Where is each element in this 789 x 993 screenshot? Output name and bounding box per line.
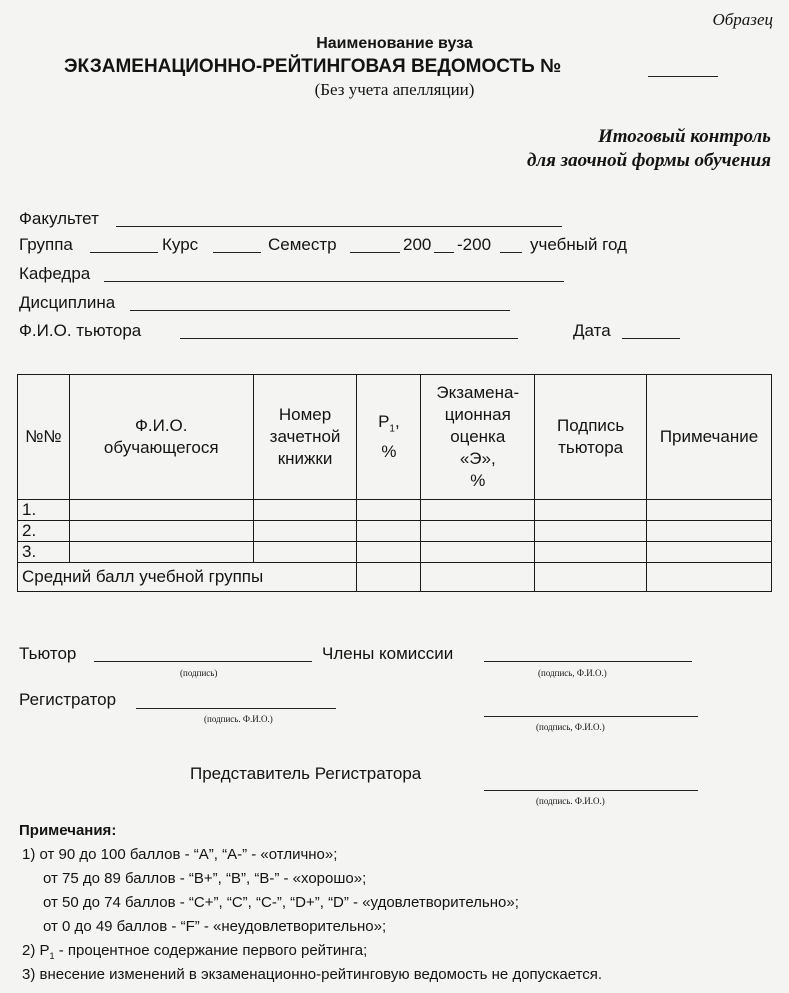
year-end-line[interactable]: [500, 252, 522, 253]
registrar-rep-caption: (подпись. Ф.И.О.): [536, 796, 605, 806]
registrar-signature-caption: (подпись. Ф.И.О.): [204, 714, 273, 724]
note-no-changes: 3) внесение изменений в экзаменационно-рейтинговую ведомость не допускается.: [22, 966, 603, 983]
commission-label: Члены комиссии: [322, 644, 454, 663]
note-grade-b: от 75 до 89 баллов - “В+”, “В”, “В-” - «хорошо»;: [43, 870, 367, 887]
course-line[interactable]: [213, 252, 261, 253]
tutor-name-label: Ф.И.О. тьютора: [19, 321, 142, 340]
sheet-subtitle: (Без учета апелляции): [314, 80, 475, 99]
semester-label: Семестр: [268, 235, 337, 254]
registrar-signature-line[interactable]: [136, 708, 336, 709]
group-label: Группа: [19, 235, 73, 254]
faculty-label: Факультет: [19, 209, 99, 228]
year-start-line[interactable]: [434, 252, 454, 253]
commission-signature-caption: (подпись, Ф.И.О.): [538, 668, 607, 678]
note-grade-a: 1) от 90 до 100 баллов - “А”, “А-” - «отлично»;: [22, 846, 338, 863]
table-row: [18, 500, 772, 521]
col-tutor-signature-header: Подпись тьютора: [535, 375, 647, 500]
commission-signature-line[interactable]: [484, 661, 692, 662]
year-end: -200: [457, 235, 492, 254]
year-suffix: учебный год: [530, 235, 628, 254]
year-start: 200: [403, 235, 432, 254]
notes-title: Примечания:: [19, 822, 117, 839]
discipline-line[interactable]: [130, 310, 510, 311]
row-number: 3.: [18, 542, 70, 563]
group-line[interactable]: [90, 252, 158, 253]
registrar-rep-line[interactable]: [484, 790, 698, 791]
course-label: Курс: [162, 235, 199, 254]
col-exam-grade-header: Экзамена- ционная оценка «Э», %: [421, 375, 535, 500]
date-line[interactable]: [622, 338, 680, 339]
sample-label: Образец: [712, 10, 773, 29]
registrar-right-caption: (подпись, Ф.И.О.): [536, 722, 605, 732]
department-line[interactable]: [104, 281, 564, 282]
department-label: Кафедра: [19, 264, 91, 283]
registrar-right-line[interactable]: [484, 716, 698, 717]
sheet-number-line: [648, 76, 718, 77]
semester-line[interactable]: [350, 252, 400, 253]
col-student-name-header: Ф.И.О. обучающегося: [69, 375, 253, 500]
row-number: 1.: [18, 500, 70, 521]
faculty-line[interactable]: [116, 226, 562, 227]
tutor-signature-caption: (подпись): [180, 668, 218, 678]
discipline-label: Дисциплина: [19, 293, 116, 312]
registrar-label: Регистратор: [19, 690, 117, 709]
registrar-rep-label: Представитель Регистратора: [190, 764, 422, 783]
tutor-signature-line[interactable]: [94, 661, 312, 662]
grades-table: [17, 374, 772, 592]
table-row: [18, 542, 772, 563]
note-p1: 2) $Р_1$ - процентное содержание первого рейтинга;: [22, 942, 368, 961]
table-row: [18, 521, 772, 542]
row-number: 2.: [18, 521, 70, 542]
group-average-label: Средний балл учебной группы: [18, 563, 357, 592]
note-grade-c: от 50 до 74 баллов - “С+”, “С”, “С-”, “D+”, “D” - «удовлетворительно»;: [43, 894, 519, 911]
col-record-book-header: Номер зачетной книжки: [253, 375, 357, 500]
control-type-line2: для заочной формы обучения: [526, 150, 771, 171]
note-grade-f: от 0 до 49 баллов - “F” - «неудовлетворительно»;: [43, 918, 387, 935]
col-note-header: Примечание: [647, 375, 772, 500]
university-name: Наименование вуза: [316, 35, 473, 52]
tutor-label: Тьютор: [19, 644, 77, 663]
col-p1-header: $Р_1$, %: [357, 375, 421, 500]
sheet-title: ЭКЗАМЕНАЦИОННО-РЕЙТИНГОВАЯ ВЕДОМОСТЬ №: [64, 56, 562, 77]
control-type-line1: Итоговый контроль: [597, 126, 771, 147]
tutor-name-line[interactable]: [180, 338, 518, 339]
table-header-row: [18, 375, 772, 500]
col-number-header: №№: [18, 375, 70, 500]
date-label: Дата: [573, 321, 611, 340]
table-row-average: [18, 563, 772, 592]
